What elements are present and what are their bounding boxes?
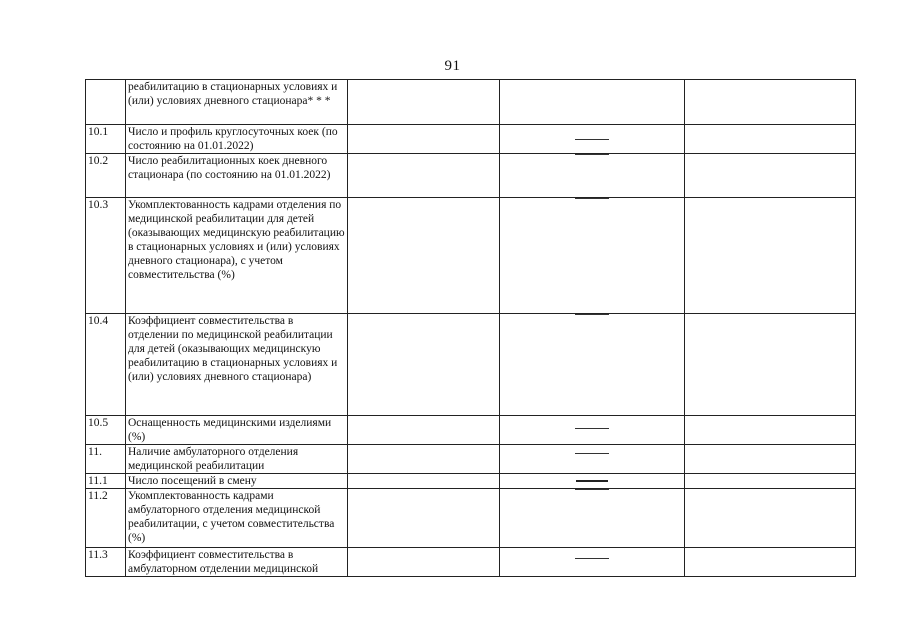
table-row <box>86 80 856 125</box>
table-row <box>86 445 856 474</box>
table-row <box>86 416 856 445</box>
row-description: Коэффициент совместительства в амбулаторном отделении медицинской <box>126 548 348 577</box>
row-description: реабилитацию в стационарных условиях и (или) условиях дневного стационара* * * <box>126 80 348 125</box>
table-row <box>86 154 856 198</box>
value-cell <box>685 445 856 474</box>
table-row <box>86 474 856 489</box>
empty-value-dash <box>575 489 609 490</box>
value-cell <box>500 416 685 445</box>
value-cell <box>500 80 685 125</box>
table-row <box>86 489 856 548</box>
table-row <box>86 198 856 314</box>
value-cell <box>500 489 685 548</box>
indicators-table <box>85 79 856 577</box>
value-cell <box>348 314 500 416</box>
table-row <box>86 125 856 154</box>
row-description: Коэффициент совместительства в отделении по медицинской реабилитации для детей (оказывающих медицинскую реабилитацию в стационарных условиях и (или) условиях дневного стационара) <box>126 314 348 416</box>
value-cell <box>500 314 685 416</box>
value-cell <box>348 474 500 489</box>
row-number: 11. <box>86 445 126 474</box>
row-number: 11.1 <box>86 474 126 489</box>
row-number: 11.3 <box>86 548 126 577</box>
empty-value-dash <box>576 480 608 482</box>
value-cell <box>500 154 685 198</box>
value-cell <box>348 489 500 548</box>
value-cell <box>348 198 500 314</box>
row-number: 10.3 <box>86 198 126 314</box>
value-cell <box>500 445 685 474</box>
value-cell <box>685 125 856 154</box>
value-cell <box>348 125 500 154</box>
row-number <box>86 80 126 125</box>
row-description: Укомплектованность кадрами отделения по медицинской реабилитации для детей (оказывающих медицинскую реабилитацию в стационарных условиях и (или) условиях дневного стационара), с учетом совместительства (%) <box>126 198 348 314</box>
row-description: Число посещений в смену <box>126 474 348 489</box>
value-cell <box>685 548 856 577</box>
value-cell <box>348 154 500 198</box>
empty-value-dash <box>575 428 609 429</box>
value-cell <box>348 80 500 125</box>
row-description: Число и профиль круглосуточных коек (по состоянию на 01.01.2022) <box>126 125 348 154</box>
table-row <box>86 548 856 577</box>
empty-value-dash <box>575 198 609 199</box>
value-cell <box>500 474 685 489</box>
row-number: 10.2 <box>86 154 126 198</box>
row-description: Число реабилитационных коек дневного стационара (по состоянию на 01.01.2022) <box>126 154 348 198</box>
empty-value-dash <box>575 453 609 454</box>
value-cell <box>685 416 856 445</box>
row-number: 11.2 <box>86 489 126 548</box>
empty-value-dash <box>575 154 609 155</box>
row-number: 10.5 <box>86 416 126 445</box>
row-description: Оснащенность медицинскими изделиями (%) <box>126 416 348 445</box>
page-number: 91 <box>444 58 461 74</box>
table-row <box>86 314 856 416</box>
value-cell <box>348 445 500 474</box>
value-cell <box>500 198 685 314</box>
value-cell <box>685 474 856 489</box>
value-cell <box>500 548 685 577</box>
row-number: 10.4 <box>86 314 126 416</box>
empty-value-dash <box>575 314 609 315</box>
row-description: Наличие амбулаторного отделения медицинской реабилитации <box>126 445 348 474</box>
value-cell <box>500 125 685 154</box>
value-cell <box>685 154 856 198</box>
value-cell <box>685 80 856 125</box>
value-cell <box>685 314 856 416</box>
value-cell <box>348 416 500 445</box>
row-description: Укомплектованность кадрами амбулаторного отделения медицинской реабилитации, с учетом совместительства (%) <box>126 489 348 548</box>
value-cell <box>685 198 856 314</box>
empty-value-dash <box>575 139 609 140</box>
row-number: 10.1 <box>86 125 126 154</box>
value-cell <box>348 548 500 577</box>
value-cell <box>685 489 856 548</box>
empty-value-dash <box>575 558 609 559</box>
